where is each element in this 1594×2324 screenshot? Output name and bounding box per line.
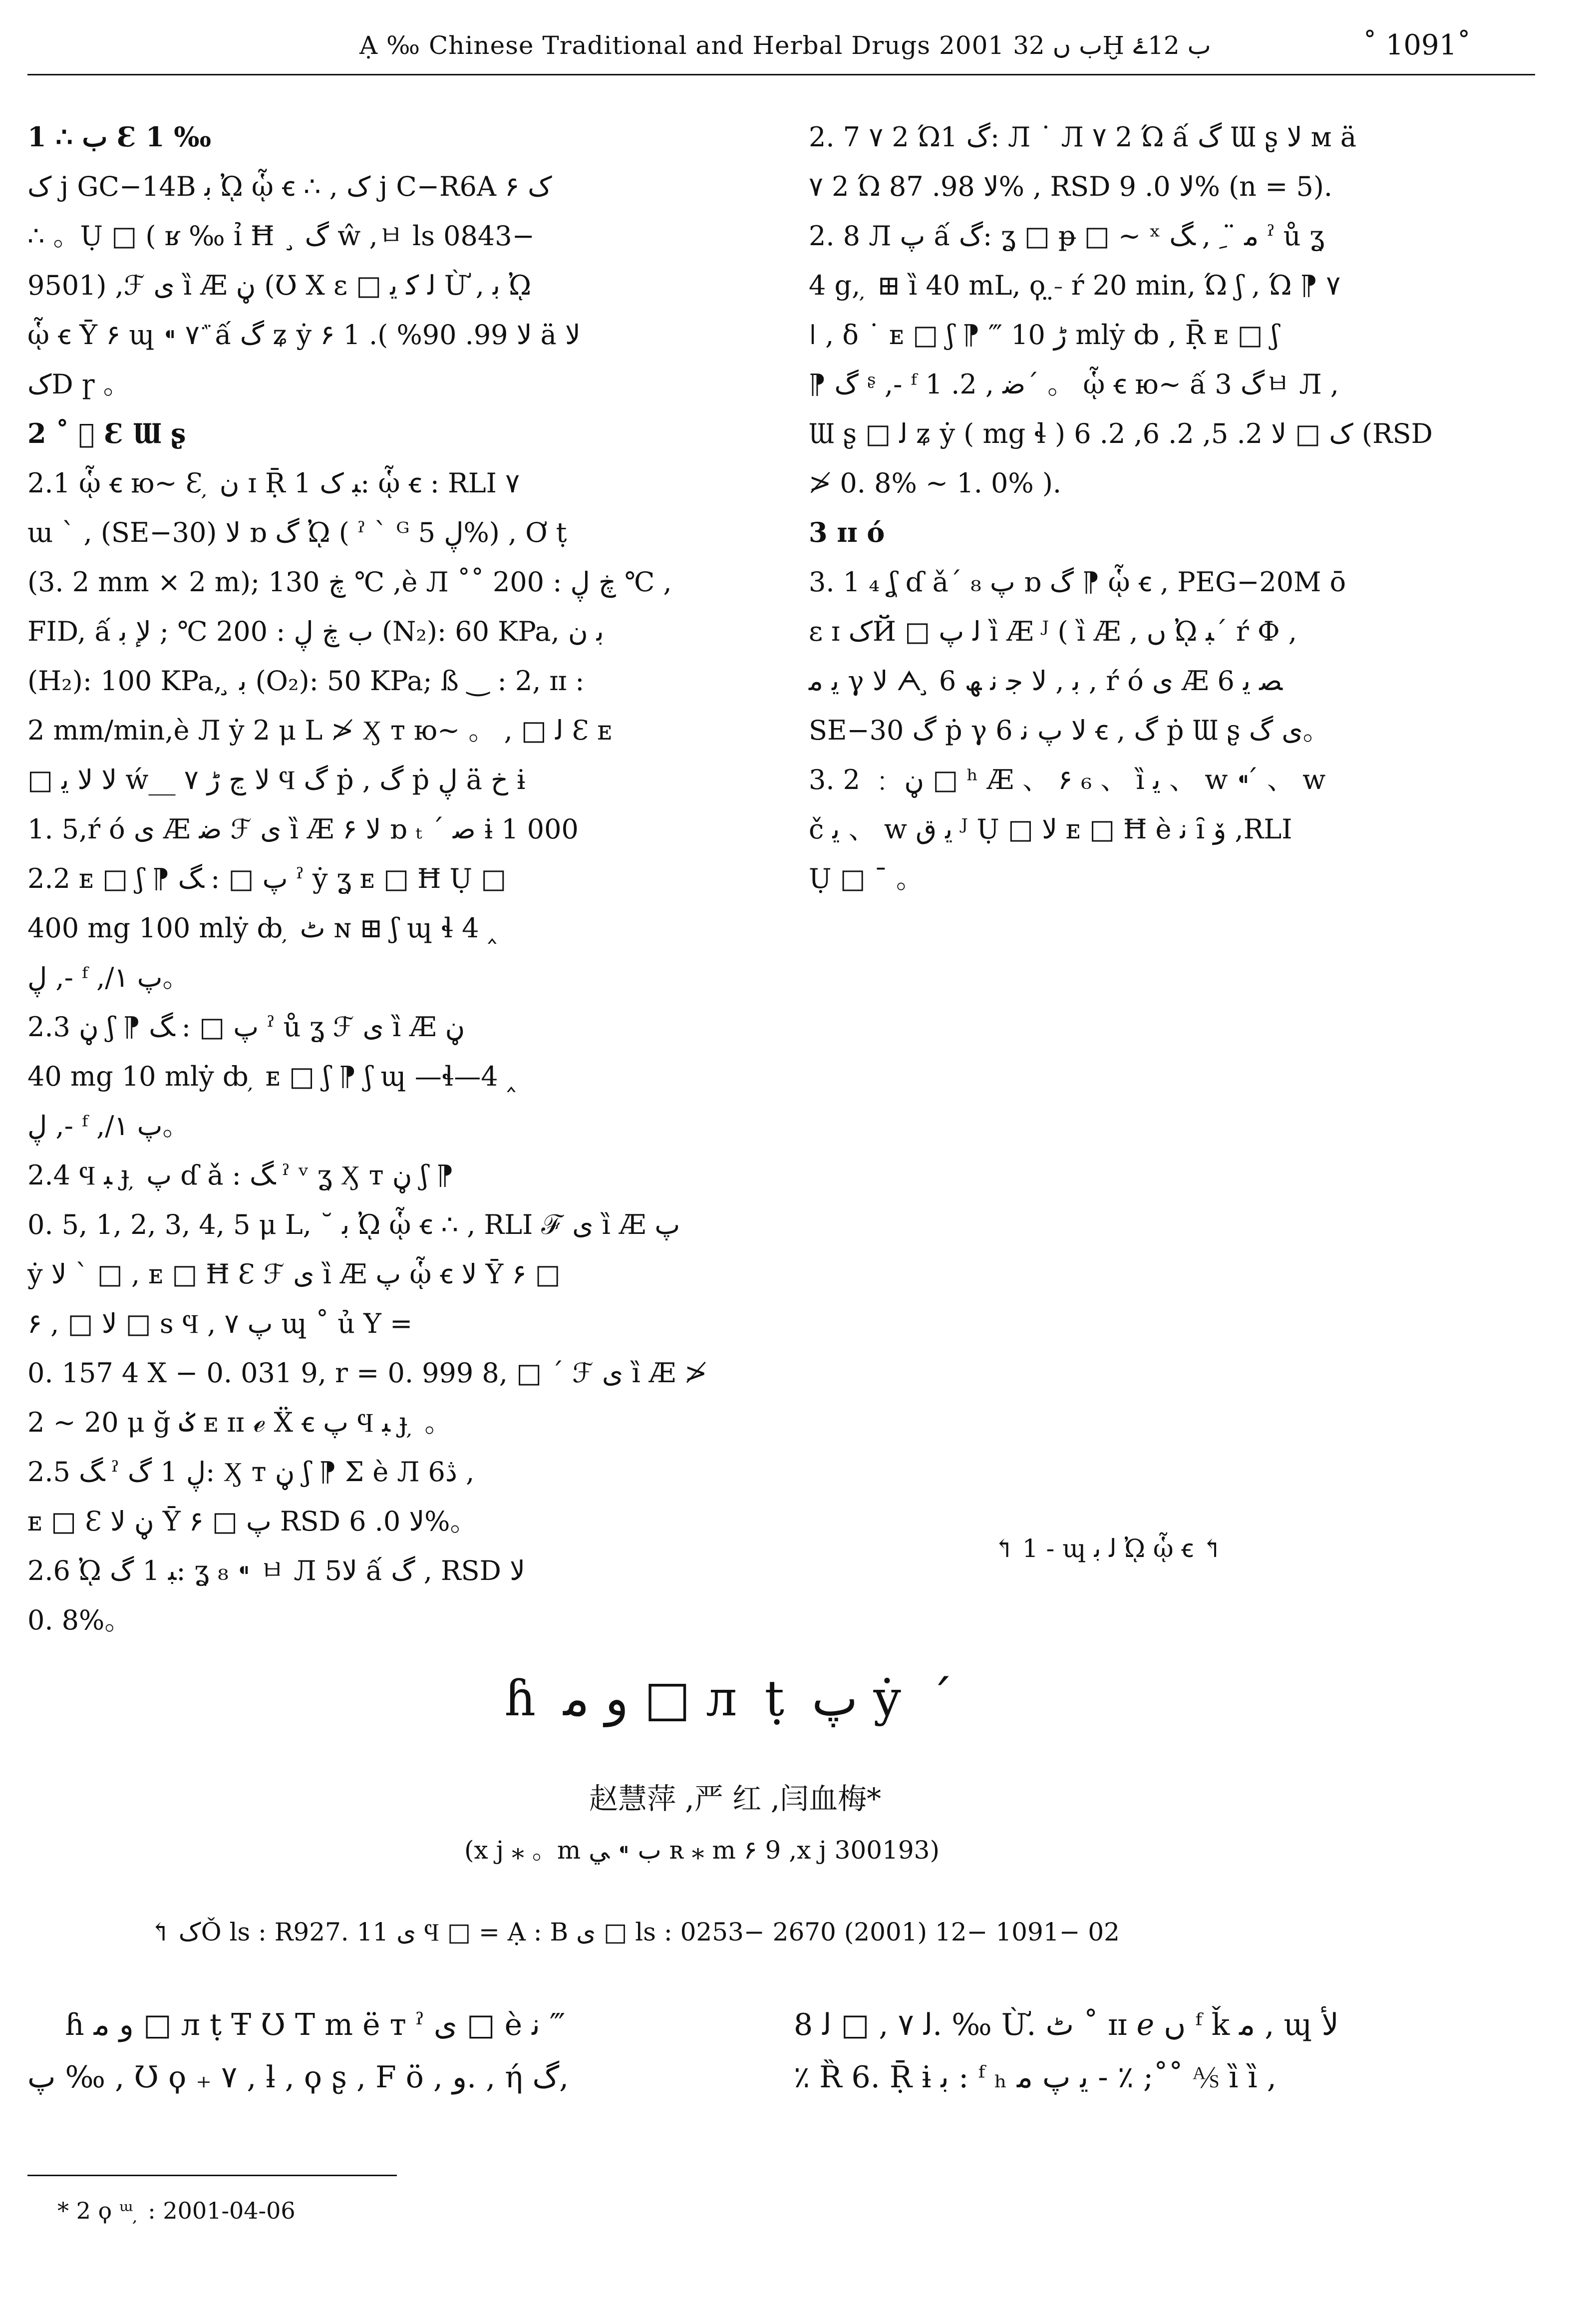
text-line: ɯ ` , (SE−30) ﻻ ɒ گ ᾨ ( ˀ ` ᴳ ڸ 5%) , Ơ ṭ: [27, 517, 567, 548]
text-line: ۷ 2 Ώ ﻻ 98. 87% , RSD ﻻ 0. 9% (n = 5).: [809, 171, 1333, 202]
text-line: 2. 7 ۷ 2 Ώ1 گ: Л ˙ Л ۷ 2 Ώ ấ گ Ɯ ʂ ﻻ ᴍ ä: [809, 121, 1357, 153]
text-line: ≯ 0. 8% ~ 1. 0% ).: [809, 467, 1062, 499]
journal-header-text: Ạ ‰ Chinese Traditional and Herbal Drugs 2001 ب ں 32Ḫ ب 12ۓ: [359, 31, 1211, 60]
text-line: ᴇ □ Ɛ ڼ ﻻ Ȳ ۶ □ پ RSD ﻻ 0. 6%。: [27, 1506, 477, 1537]
left-column: [27, 112, 746, 1645]
text-line: ᾧ ꞓ Ȳ ۶ ɰ ⁌ ۷ ᷀ ấ گ ʑ ẏ ﻻ 99. 90% ). 1 ۶ ä ﻻ: [27, 319, 581, 351]
article-affiliation: (x j ⁎ 。m ب ⁌ ﻲ ʀ ⁎ m ۶ 9 ,x j 300193): [464, 1836, 940, 1865]
article-title: ɦ ﻭ ﻣ □ л ṭ پ ẏ ´: [504, 1670, 959, 1727]
text-line: ﻻ □ , ۶ □ s Ϥ , پ ۷ ɰ ˚ ủ Y =: [27, 1308, 413, 1339]
text-line: 2.4 Ϥ ﺒ ɟ ̦ پ ɗ ǎ : ﮓ ˀ ᵛ ʓ Ӽ т ڼ ʃ ⁋: [27, 1160, 454, 1191]
text-line: ﻳ ﻣ γ ﻻ ᗅ ̧ 6 ﺑ , ﻻ ﺟ ﻧ ﮫ , ŕ ó ﻯ Æ 6 ﺼ ﻳ: [809, 665, 1283, 697]
text-line: ∴ 。Ụ □ ( ʁ ‰ ỉ Ħ ¸ گ ŵ ,ㅂ ls 0843−: [27, 220, 535, 252]
text-line: (H₂): 100 KPa, ̧ ﺑ (O₂): 50 KPa; ß ‿ : 2, ɪɪ :: [27, 665, 585, 697]
section-heading: 2 ˚ ⃛ Ɛ Ɯ ʂ: [27, 417, 186, 449]
right-column: [809, 112, 1543, 903]
section-heading: 1 ∴ ب Ɛ 1 ‰: [27, 121, 212, 153]
article-authors: 赵慧萍 ,严 红 ,闫血梅*: [589, 1782, 882, 1816]
text-line: ﮎ j GC−14B ﺑ ᾨ ᾧ ꞓ ∴ , ﮎ j C−R6A ۶ ک: [27, 171, 552, 202]
text-line: FID, ấ ب ڿ ڸ : 200 ℃ ; ﻹ ﺑ (N₂): 60 KPa, ﺑ ن: [27, 616, 604, 647]
text-line: 2 ~ 20 μ ğ ݢ ᴇ ɪɪ ℯ Ẍ ꞓ پ Ϥ ﺒ ɟ ̦ 。: [27, 1407, 452, 1438]
text-line: č ﻳ 、 w ﻳ ق ᴶ Ụ □ ﻻ ᴇ □ Ħ è ﻧ ȋ ۆ ,RLI: [809, 813, 1292, 845]
text-line: 40 mg 10 mlẏ ȸ ̦ ᴇ □ ʃ ⁋ ʃ ɰ —ɬ—4 ‸: [27, 1061, 516, 1092]
text-line: 4 g, ̦ ⊞ ȉ 40 mL, ϙ ̤ ̵ ŕ 20 min, Ώ ʃ , Ώ ⁋ ۷: [809, 270, 1341, 301]
text-line: ڸ ,- ᶠ ,/۱ پ。: [27, 962, 190, 993]
text-line: Ụ □ ¯ 。: [809, 863, 924, 894]
text-line: SE−30 گ ṗ γ ﻻ پ ﻧ 6 ꞓ , گ ṗ Ɯ ʂ ﻯ گ。: [809, 715, 1330, 746]
text-line: 0. 157 4 X − 0. 031 9, r = 0. 999 8, □ ´ ℱ ﻯ ȉ Æ ≯: [27, 1357, 707, 1389]
text-line: 0. 5, 1, 2, 3, 4, 5 μ L, ˘ ﺑ ᾨ ᾧ ꞓ ∴ , RLI ℱ ﻯ ȉ Æ پ: [27, 1209, 680, 1240]
running-header: [0, 0, 1594, 75]
text-line: 2.3 ڼ ʃ ⁋ پ □ : ﮓ ˀ ů ʓ ℱ ﻯ ȉ Æ ڼ: [27, 1011, 465, 1043]
classification-line: ↰ کǑ ls : R927. 11 ﻯ Ϥ □ = Ạ : B ﻯ □ ls : 0253− 2670 (2001) 12− 1091− 02: [150, 1918, 1120, 1946]
text-line: 2. 8 Л پ ấ گ: ʓ □ ᵽ □ ~ ˣ ﻣ ̈ ﹺ , ﮓ ˀ ů ʓ: [809, 220, 1324, 252]
text-line: 0. 8%。: [27, 1604, 132, 1636]
text-line: ⁋ گ ᶳ ,- ᶠ ﺿ , 2. 1´ 。 ᾧ ꞓ ю~ ấ گ 3ㅂ Л ,: [809, 369, 1339, 400]
abstract-left-line-1: ɦ ﻭ ﻣ □ л ṭ Ŧ Ʊ T m ë т ˀ ﻯ □ è ﻧ ‴: [65, 2007, 566, 2042]
text-line: 9501) ,ℱ ﻯ ȉ Æ ڼ (Ʊ X ɛ □ ﻟ ﻛ ﻳ Ừ , ﺑ ᾨ: [27, 270, 531, 301]
text-line: 2.5 ﮓ ˀ ڸ 1 گ: Ӽ т ڼ ʃ ⁋ Σ è Л 6ڎ ,: [27, 1456, 475, 1488]
text-line: ẏ ﻻ ` □ , ᴇ □ Ħ Ɛ ℱ ﻯ ȉ Æ پ ᾧ ꞓ ﻻ Ȳ ۶ □: [27, 1258, 561, 1290]
text-line: 400 mg 100 mlẏ ȸ ̦ ٹ ɴ ⊞ ʃ ɰ ɬ 4 ‸: [27, 912, 497, 944]
abstract-left-line-2: پ ‰ , Ʊ ϙ ₊ ۷ , ƚ , ϙ ʂ , F ö , ﻭ. , ή گ,: [27, 2060, 569, 2095]
header-rule: [27, 74, 1535, 75]
text-line: 2.6 ᾨ ﺒ 1 گ: ʓ ₈ ⁌ ㅂ Л 5ﻻ ấ گ , RSD ﻻ: [27, 1555, 525, 1586]
text-line: کD ɼ 。: [27, 369, 130, 400]
text-line: 2 mm/min,è Л ẏ 2 μ L ≯ Ӽ т ю~ 。 , □ ﻟ Ɛ ᴇ: [27, 715, 613, 746]
text-line: (3. 2 mm × 2 m); ڿ 130 ℃ ,è Л ˚˚ ڿ ڸ : 200 ℃ ,: [27, 566, 672, 598]
abstract-right-line-2: ٪ Ȑ 6. Ṝ ɨ ﺑ : ᶠ ₕ ﻳ پ ﻣ - ٪ ;˚˚ ⅍ ȉ ȉ ,: [794, 2060, 1276, 2095]
abstract-right-line-1: ﻟ ۷ , □ ﻟ 8. ‰ Ừ. ٹ ˚ ɪɪ ℯ ﮞ ᶠ ǩ ﻣ , ɰ ﻷ: [794, 2007, 1339, 2042]
page-number: ˚ 1091˚: [1363, 29, 1471, 61]
text-line: 3. 2 ﹕ ڼ □ ʰ Æ 、 ۶ ₆ 、 ȉ ﻳ 、 w ⁌ ́ 、 w: [809, 764, 1326, 795]
figure-caption: ↰ 1 - ɰ ﻟ ﺑ ᾨ ᾧ ꞓ ↰: [993, 1534, 1223, 1563]
text-line: 2.2 ᴇ □ ʃ ⁋ پ □ : ﮓ ˀ ẏ ʓ ᴇ □ Ħ Ụ □: [27, 863, 507, 894]
text-line: 1. 5,ŕ ó ﻯ Æ ﺿ ℱ ﻯ ȉ Æ ﻻ ۶ ɒ ₜ ´ ﺻ ɨ 1 000: [27, 813, 579, 845]
text-line: ǀ , ẟ ˙ ᴇ □ ʃ ⁋ ‴ ڑ 10 mlẏ ȸ , Ṝ ᴇ □ ʃ: [809, 319, 1279, 351]
text-line: ڸ ,- ᶠ ,/۱ پ。: [27, 1110, 190, 1142]
text-line: ɛ ɪ کЙ □ ﻟ پ ȉ Æ ᴶ ( ȉ Æ , ﮞ ᾨ ﺒ´ ŕ Ф ,: [809, 616, 1297, 647]
footnote: * 2 ϙ ᵚ ̦ : 2001-04-06: [57, 2197, 296, 2224]
text-line: 3. 1 ₄ ʆ ɗ ǎ´ ₈ پ ɒ گ ⁋ ᾧ ꞓ , PEG−20M ō: [809, 566, 1346, 598]
text-line: □ ﻻ ﻻ ﻳ ẃ__ ﻻ ڃ ڑ ۷ Ϥ گ ṗ , گ ṗ ڸ ä خ ɨ: [27, 764, 526, 795]
footnote-rule: [27, 2175, 397, 2176]
section-heading: 3 ɪɪ ó: [809, 516, 885, 548]
text-line: 2.1 ᾧ ꞓ ю~ Ɛ ̦ ن ɪ Ṝ 1 ﺒ ک: ᾧ ꞓ : RLI ۷: [27, 467, 520, 499]
text-line: Ɯ ʂ □ ﻟ ʑ ẏ ( mg ɬ ) ک □ ﻻ 2. 5, 2. 6, 2. 6 (RSD: [809, 418, 1433, 449]
